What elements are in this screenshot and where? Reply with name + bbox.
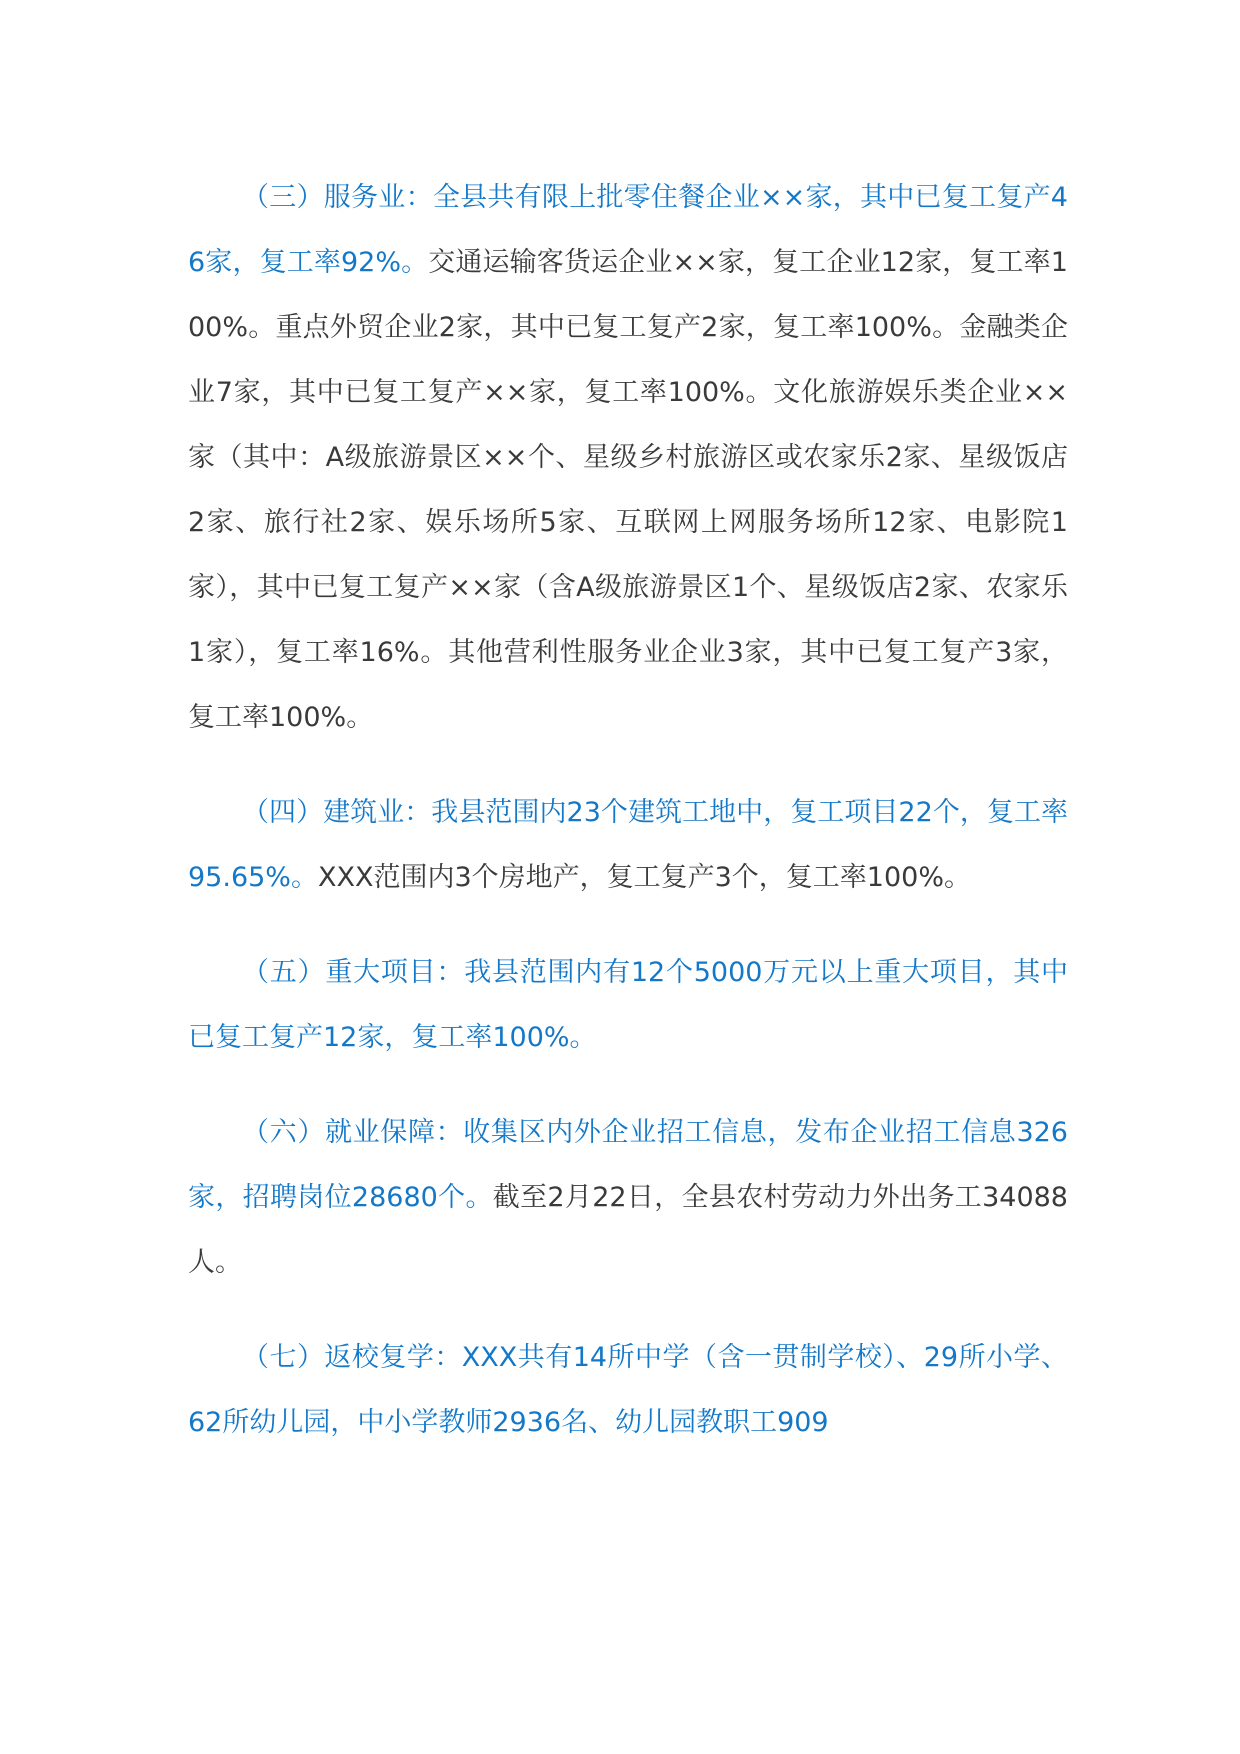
paragraph-construction-highlight: （四）建筑业：我县范围内23个建筑工地中，复工项目22个，复工率95.65%。 (188, 797, 1068, 893)
paragraph-employment-highlight: （六）就业保障：收集区内外企业招工信息，发布企业招工信息326家，招聘岗位28680个。 (188, 1117, 1068, 1213)
paragraph-major-projects (188, 940, 1068, 1070)
paragraph-services-text: 交通运输客货运企业××家，复工企业12家，复工率100%。重点外贸企业2家，其中已复工复产2家，复工率100%。金融类企业7家，其中已复工复产××家，复工率100%。文化旅游娱乐类企业××家（其中：A级旅游景区××个、星级乡村旅游区或农家乐2家、星级饭店2家、旅行社2家、娱乐场所5家、互联网上网服务场所12家、电影院1家），其中已复工复产××家（含A级旅游景区1个、星级饭店2家、农家乐1家），复工率16%。其他营利性服务业企业3家，其中已复工复产3家，复工率100%。 (188, 247, 1068, 733)
paragraph-major-projects-highlight: （五）重大项目：我县范围内有12个5000万元以上重大项目，其中已复工复产12家，复工率100%。 (188, 957, 1068, 1053)
paragraph-schools (188, 1325, 1068, 1455)
paragraph-employment-text: 截至2月22日，全县农村劳动力外出务工34088人。 (188, 1182, 1068, 1278)
document-body (188, 165, 1068, 1485)
paragraph-employment (188, 1100, 1068, 1295)
paragraph-schools-highlight: （七）返校复学：XXX共有14所中学（含一贯制学校）、29所小学、62所幼儿园，中小学教师2936名、幼儿园教职工909 (188, 1342, 1068, 1438)
paragraph-services (188, 165, 1068, 750)
paragraph-services-highlight: （三）服务业：全县共有限上批零住餐企业××家，其中已复工复产46家，复工率92%。 (188, 182, 1068, 278)
paragraph-construction-text: XXX范围内3个房地产，复工复产3个，复工率100%。 (317, 862, 971, 893)
paragraph-construction (188, 780, 1068, 910)
